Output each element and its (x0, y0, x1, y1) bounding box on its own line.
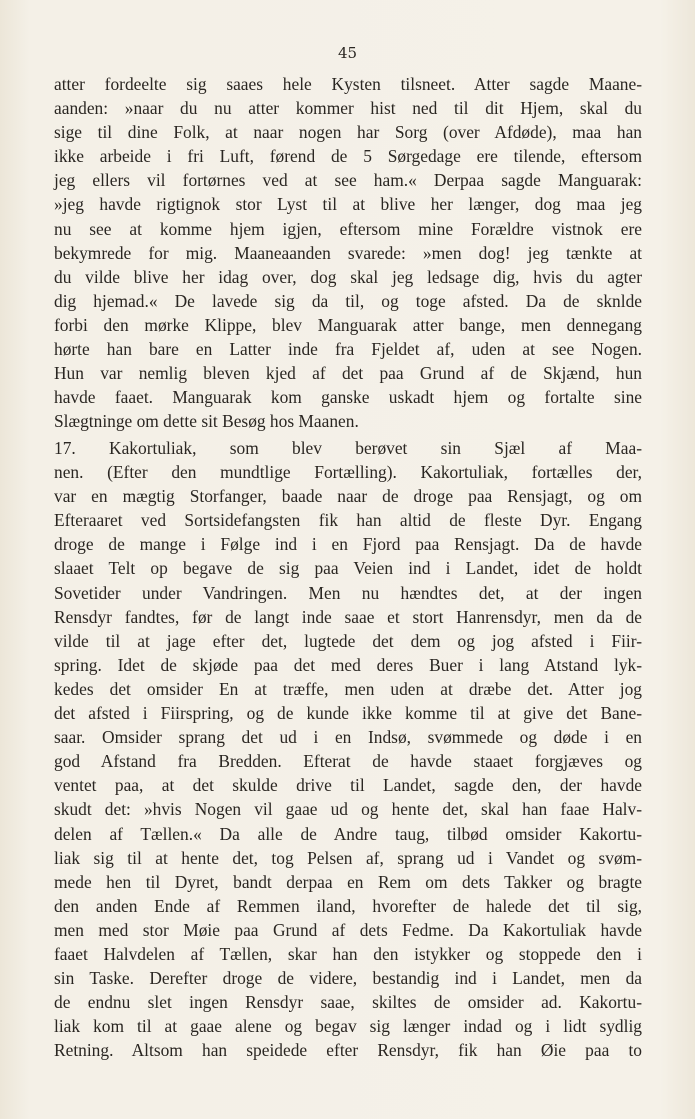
text-line: liak sig til at hente det, tog Pelsen af, sprang ud i Vandet og svøm- (54, 847, 642, 868)
text-line: skudt det: »hvis Nogen vil gaae ud og hente det, skal han faae Halv- (54, 799, 642, 820)
text-line: liak kom til at gaae alene og begav sig længer indad og i lidt sydlig (54, 1016, 642, 1037)
text-line: Efteraaret ved Sortsidefangsten fik han altid de fleste Dyr. Engang (54, 510, 642, 531)
text-line: Sovetider under Vandringen. Men nu hændtes det, at der ingen (54, 582, 642, 603)
text-line: var en mægtig Storfanger, baade naar de droge paa Rensjagt, og om (54, 486, 642, 507)
text-line: bekymrede for mig. Maaneaanden svarede: »men dog! jeg tænkte at (54, 242, 642, 263)
text-line: hørte han bare en Latter inde fra Fjeldet af, uden at see Nogen. (54, 339, 642, 360)
text-line: droge de mange i Følge ind i en Fjord paa Rensjagt. Da de havde (54, 534, 642, 555)
text-line: Retning. Altsom han speidede efter Rensdyr, fik han Øie paa to (54, 1040, 642, 1061)
page-number: 45 (337, 44, 358, 62)
text-line: forbi den mørke Klippe, blev Manguarak atter bange, men dennegang (54, 314, 642, 335)
text-line: nu see at komme hjem igjen, eftersom mine Forældre vistnok ere (54, 218, 642, 239)
text-line: Rensdyr fandtes, før de langt inde saae et stort Hanrensdyr, men da de (54, 606, 642, 627)
text-line: delen af Tællen.« Da alle de Andre taug, tilbød omsider Kakortu- (54, 823, 642, 844)
section-heading-line: 17. Kakortuliak, som blev berøvet sin Sjæl af Maa- (54, 438, 642, 458)
text-line: sin Taske. Derefter droge de videre, bestandig ind i Landet, men da (54, 968, 642, 989)
text-line: den anden Ende af Remmen iland, hvorefter de halede det til sig, (54, 895, 642, 916)
text-line: du vilde blive her idag over, dog skal jeg ledsage dig, hvis du agter (54, 266, 642, 287)
text-line: jeg ellers vil fortørnes ved at see ham.« Derpaa sagde Manguarak: (54, 170, 642, 191)
text-line: Slægtninge om dette sit Besøg hos Maanen. (54, 411, 359, 432)
text-line: det afsted i Fiirspring, og de kunde ikke komme til at give det Bane- (54, 703, 642, 724)
text-line: spring. Idet de skjøde paa det med deres Buer i lang Atstand lyk- (54, 654, 642, 675)
text-line: slaaet Telt op begave de sig paa Veien ind i Landet, idet de holdt (54, 558, 642, 579)
text-line: ikke arbeide i fri Luft, førend de 5 Sørgedage ere tilende, eftersom (54, 146, 642, 167)
text-line: aanden: »naar du nu atter kommer hist ned til dit Hjem, skal du (54, 98, 642, 119)
text-line: dig hjemad.« De lavede sig da til, og toge afsted. Da de sknlde (54, 290, 642, 311)
text-line: men med stor Møie paa Grund af dets Fedme. Da Kakortuliak havde (54, 919, 642, 940)
text-line: kedes det omsider En at træffe, men uden at dræbe det. Atter jog (54, 678, 642, 699)
text-line: mede hen til Dyret, bandt derpaa en Rem om dets Takker og bragte (54, 871, 642, 892)
text-line: Hun var nemlig bleven kjed af det paa Grund af de Skjænd, hun (54, 363, 642, 384)
text-line: vilde til at jage efter det, lugtede det dem og jog afsted i Fiir- (54, 630, 642, 651)
text-line: havde faaet. Manguarak kom ganske uskadt hjem og fortalte sine (54, 387, 642, 408)
text-line: god Afstand fra Bredden. Efterat de havde staaet forgjæves og (54, 751, 642, 772)
text-line: de endnu slet ingen Rensdyr saae, skiltes de omsider ad. Kakortu- (54, 992, 642, 1013)
text-line: ventet paa, at det skulde drive til Landet, sagde den, der havde (54, 775, 642, 796)
paragraph-2 (54, 436, 642, 1062)
text-line: atter fordeelte sig saaes hele Kysten tilsneet. Atter sagde Maane- (54, 74, 642, 94)
text-line: sige til dine Folk, at naar nogen har Sorg (over Afdøde), maa han (54, 122, 642, 143)
paragraph-1 (54, 72, 642, 433)
text-line: saar. Omsider sprang det ud i en Indsø, svømmede og døde i en (54, 727, 642, 748)
text-line: faaet Halvdelen af Tællen, skar han den istykker og stoppede den i (54, 943, 642, 964)
text-line: »jeg havde rigtignok stor Lyst til at blive her længer, dog maa jeg (54, 194, 642, 215)
text-line: nen. (Efter den mundtlige Fortælling). Kakortuliak, fortælles der, (54, 462, 642, 483)
